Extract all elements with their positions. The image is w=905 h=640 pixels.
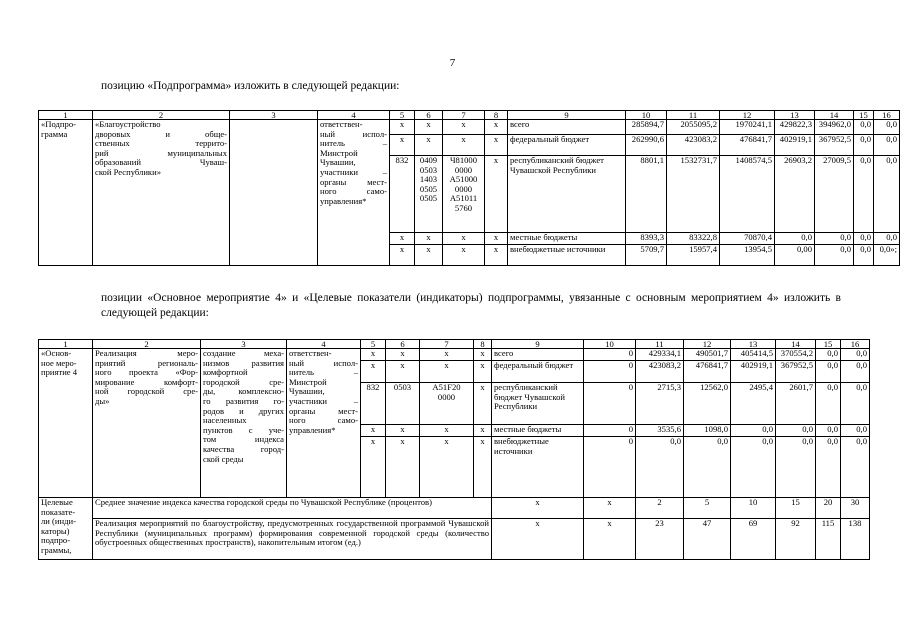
amount-v16: 0,0 <box>841 383 870 425</box>
item-name: Реализация меро- приятий региональ- ного проекта «Фор- мирование комфорт- ной городской сре- ды» <box>93 349 201 498</box>
item-executor: ответствен- ный испол- нитель – Минстрой Чувашии, участники – органы мест- ного само- управления* <box>287 349 361 498</box>
amount-v10: 262990,6 <box>626 135 667 156</box>
amount-v15: 0,0 <box>816 361 841 383</box>
table-row <box>39 349 870 361</box>
indicator-v11: 23 <box>636 519 684 560</box>
amount-v15: 0,0 <box>816 437 841 498</box>
target-item-code: x <box>420 437 474 498</box>
amount-v12: 70870,4 <box>720 233 775 245</box>
amount-v13: 405414,5 <box>731 349 776 361</box>
amount-v10: 0 <box>584 437 636 498</box>
amount-v13: 0,00 <box>775 245 815 266</box>
column-number: 10 <box>626 111 667 120</box>
amount-v13: 0,0 <box>775 233 815 245</box>
column-number: 10 <box>584 340 636 349</box>
section-code: x <box>415 245 443 266</box>
column-number: 9 <box>492 340 584 349</box>
column-number: 1 <box>39 340 93 349</box>
amount-v15: 0,0 <box>854 120 874 135</box>
amount-v12: 490501,7 <box>684 349 731 361</box>
amount-v15: 0,0 <box>816 425 841 437</box>
amount-v11: 83322,8 <box>667 233 720 245</box>
indicator-col9: x <box>492 519 584 560</box>
section-code: 0409 0503 1403 0505 0505 <box>415 156 443 233</box>
amount-v13: 402919,1 <box>731 361 776 383</box>
expense-type-code: x <box>485 135 508 156</box>
indicator-v14: 92 <box>776 519 816 560</box>
grbs-code: x <box>361 425 386 437</box>
funding-source: внебюджетные источники <box>508 245 626 266</box>
amount-v10: 285894,7 <box>626 120 667 135</box>
expense-type-code: x <box>485 233 508 245</box>
column-number: 3 <box>230 111 318 120</box>
indicator-v16: 30 <box>841 498 870 519</box>
column-number: 7 <box>443 111 485 120</box>
amount-v16: 0,0 <box>874 233 900 245</box>
amount-v14: 394962,0 <box>815 120 854 135</box>
amount-v12: 13954,5 <box>720 245 775 266</box>
indicator-v16: 138 <box>841 519 870 560</box>
header-row <box>39 111 900 120</box>
funding-source: республиканский бюджет Чувашской Республики <box>492 383 584 425</box>
column-number: 4 <box>318 111 390 120</box>
table-row <box>39 120 900 135</box>
item-name: «Благоустройство дворовых и обще- ственных террито- рий муниципальных образований Чуваш- ской Республики» <box>93 120 230 266</box>
grbs-code: x <box>390 135 415 156</box>
column-number: 2 <box>93 111 230 120</box>
indicator-v13: 69 <box>731 519 776 560</box>
column-number: 8 <box>485 111 508 120</box>
section-code: x <box>386 361 420 383</box>
column-number: 12 <box>720 111 775 120</box>
expense-type-code: x <box>474 361 492 383</box>
column-number: 6 <box>386 340 420 349</box>
expense-type-code: x <box>474 349 492 361</box>
target-item-code: x <box>420 361 474 383</box>
amount-v16: 0,0 <box>874 135 900 156</box>
indicator-col10: x <box>584 519 636 560</box>
indicator-name: Реализация мероприятий по благоустройству, предусмотренных государственной программой Чувашской Республики (муниципальных программ) формирования современной городской среды (количество обустроенных общественных пространств), накопительным итогом (ед.) <box>93 519 492 560</box>
grbs-code: x <box>390 245 415 266</box>
column-number: 15 <box>854 111 874 120</box>
amount-v10: 0 <box>584 425 636 437</box>
amount-v16: 0,0 <box>841 425 870 437</box>
amount-v11: 1532731,7 <box>667 156 720 233</box>
amount-v13: 0,0 <box>731 425 776 437</box>
indicators-label: Целевые показате- ли (инди- каторы) подпро- граммы, <box>39 498 93 560</box>
column-number: 15 <box>816 340 841 349</box>
indicator-v12: 5 <box>684 498 731 519</box>
amount-v15: 0,0 <box>854 245 874 266</box>
indicator-v15: 115 <box>816 519 841 560</box>
indicator-row <box>39 498 870 519</box>
amount-v12: 12562,0 <box>684 383 731 425</box>
amount-v14: 0,0 <box>815 245 854 266</box>
item-type: «Основ- ное меро- приятие 4 <box>39 349 93 498</box>
amount-v12: 476841,7 <box>684 361 731 383</box>
expense-type-code: x <box>474 383 492 425</box>
expense-type-code: x <box>485 245 508 266</box>
item-goal: создание меха- низмов развития комфортной городской сре- ды, комплексно- го развития го- родов и других населенных пунктов с уче- том индекса качества город- ской среды <box>201 349 287 498</box>
intro-paragraph-2: позиции «Основное мероприятие 4» и «Целевые показатели (индикаторы) подпрограммы, увязанные с основным мероприятием 4» изложить в следующей редакции: <box>101 292 841 319</box>
amount-v12: 476841,7 <box>720 135 775 156</box>
amount-v16: 0,0»; <box>874 245 900 266</box>
amount-v14: 0,0 <box>776 437 816 498</box>
amount-v14: 2601,7 <box>776 383 816 425</box>
grbs-code: x <box>361 349 386 361</box>
indicator-col10: x <box>584 498 636 519</box>
indicator-v12: 47 <box>684 519 731 560</box>
intro-paragraph-1: позицию «Подпрограмма» изложить в следующей редакции: <box>101 80 400 92</box>
grbs-code: x <box>361 437 386 498</box>
funding-source: республиканский бюджет Чувашской Республики <box>508 156 626 233</box>
amount-v12: 1098,0 <box>684 425 731 437</box>
amount-v14: 370554,2 <box>776 349 816 361</box>
amount-v11: 429334,1 <box>636 349 684 361</box>
amount-v16: 0,0 <box>874 120 900 135</box>
amount-v11: 423083,2 <box>636 361 684 383</box>
amount-v14: 0,0 <box>776 425 816 437</box>
column-number: 11 <box>636 340 684 349</box>
amount-v11: 2715,3 <box>636 383 684 425</box>
indicator-row <box>39 519 870 560</box>
amount-v16: 0,0 <box>841 361 870 383</box>
funding-source: местные бюджеты <box>508 233 626 245</box>
column-number: 4 <box>287 340 361 349</box>
amount-v14: 367952,5 <box>815 135 854 156</box>
grbs-code: 832 <box>361 383 386 425</box>
amount-v11: 3535,6 <box>636 425 684 437</box>
grbs-code: x <box>361 361 386 383</box>
section-code: x <box>415 233 443 245</box>
amount-v13: 0,0 <box>731 437 776 498</box>
amount-v11: 0,0 <box>636 437 684 498</box>
section-code: x <box>415 135 443 156</box>
amount-v14: 27009,5 <box>815 156 854 233</box>
column-number: 2 <box>93 340 201 349</box>
target-item-code: А51F20 0000 <box>420 383 474 425</box>
column-number: 14 <box>776 340 816 349</box>
target-item-code: x <box>420 425 474 437</box>
target-item-code: x <box>443 233 485 245</box>
subprogram-table <box>38 110 900 266</box>
funding-source: федеральный бюджет <box>492 361 584 383</box>
amount-v10: 8393,3 <box>626 233 667 245</box>
amount-v10: 5709,7 <box>626 245 667 266</box>
amount-v14: 367952,5 <box>776 361 816 383</box>
indicator-col9: x <box>492 498 584 519</box>
amount-v16: 0,0 <box>874 156 900 233</box>
amount-v14: 0,0 <box>815 233 854 245</box>
section-code: x <box>386 349 420 361</box>
funding-source: всего <box>492 349 584 361</box>
amount-v16: 0,0 <box>841 349 870 361</box>
column-number: 6 <box>415 111 443 120</box>
main-activity-table <box>38 339 870 560</box>
target-item-code: x <box>420 349 474 361</box>
amount-v11: 2055095,2 <box>667 120 720 135</box>
amount-v15: 0,0 <box>854 135 874 156</box>
column-number: 11 <box>667 111 720 120</box>
header-row <box>39 340 870 349</box>
expense-type-code: x <box>474 425 492 437</box>
target-item-code: x <box>443 135 485 156</box>
amount-v16: 0,0 <box>841 437 870 498</box>
column-number: 12 <box>684 340 731 349</box>
target-item-code: x <box>443 245 485 266</box>
amount-v10: 0 <box>584 383 636 425</box>
indicator-v11: 2 <box>636 498 684 519</box>
column-number: 1 <box>39 111 93 120</box>
section-code: x <box>415 120 443 135</box>
column-number: 9 <box>508 111 626 120</box>
section-code: 0503 <box>386 383 420 425</box>
section-code: x <box>386 425 420 437</box>
expense-type-code: x <box>485 156 508 233</box>
column-number: 5 <box>390 111 415 120</box>
grbs-code: x <box>390 120 415 135</box>
amount-v11: 15957,4 <box>667 245 720 266</box>
column-number: 5 <box>361 340 386 349</box>
indicator-v14: 15 <box>776 498 816 519</box>
column-number: 16 <box>874 111 900 120</box>
page-number: 7 <box>449 57 456 69</box>
column-number: 14 <box>815 111 854 120</box>
amount-v13: 429822,3 <box>775 120 815 135</box>
column-number: 13 <box>731 340 776 349</box>
indicator-name: Среднее значение индекса качества городской среды по Чувашской Республике (процентов) <box>93 498 492 519</box>
item-executor: ответствен- ный испол- нитель – Минстрой Чувашии, участники – органы мест- ного само- управления* <box>318 120 390 266</box>
amount-v13: 26903,2 <box>775 156 815 233</box>
amount-v12: 1408574,5 <box>720 156 775 233</box>
amount-v15: 0,0 <box>854 233 874 245</box>
item-goal <box>230 120 318 266</box>
grbs-code: 832 <box>390 156 415 233</box>
funding-source: внебюджетные источники <box>492 437 584 498</box>
amount-v12: 1970241,1 <box>720 120 775 135</box>
column-number: 7 <box>420 340 474 349</box>
funding-source: всего <box>508 120 626 135</box>
amount-v13: 2495,4 <box>731 383 776 425</box>
expense-type-code: x <box>485 120 508 135</box>
indicator-v13: 10 <box>731 498 776 519</box>
amount-v15: 0,0 <box>854 156 874 233</box>
amount-v15: 0,0 <box>816 383 841 425</box>
amount-v13: 402919,1 <box>775 135 815 156</box>
grbs-code: x <box>390 233 415 245</box>
amount-v15: 0,0 <box>816 349 841 361</box>
column-number: 16 <box>841 340 870 349</box>
funding-source: федеральный бюджет <box>508 135 626 156</box>
target-item-code: x <box>443 120 485 135</box>
target-item-code: Ч81000 0000 А51000 0000 А51011 5760 <box>443 156 485 233</box>
amount-v12: 0,0 <box>684 437 731 498</box>
column-number: 13 <box>775 111 815 120</box>
indicator-v15: 20 <box>816 498 841 519</box>
amount-v11: 423083,2 <box>667 135 720 156</box>
amount-v10: 0 <box>584 361 636 383</box>
amount-v10: 0 <box>584 349 636 361</box>
expense-type-code: x <box>474 437 492 498</box>
amount-v10: 8801,1 <box>626 156 667 233</box>
section-code: x <box>386 437 420 498</box>
column-number: 3 <box>201 340 287 349</box>
column-number: 8 <box>474 340 492 349</box>
item-type: «Подпро- грамма <box>39 120 93 266</box>
funding-source: местные бюджеты <box>492 425 584 437</box>
